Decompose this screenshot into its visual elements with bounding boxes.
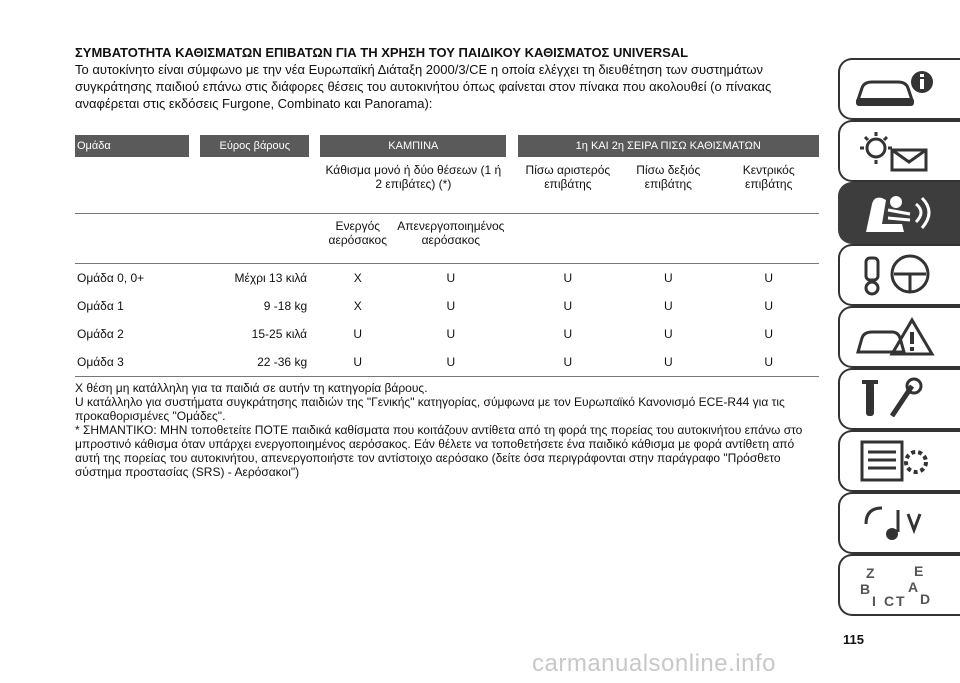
cell-inactive: U bbox=[395, 348, 506, 377]
table-subheader-seats bbox=[75, 157, 819, 214]
index-letter: I bbox=[872, 593, 876, 608]
table-row bbox=[75, 264, 819, 293]
row-weight: 9 -18 kg bbox=[263, 299, 308, 313]
cell-center: U bbox=[764, 299, 774, 313]
cell-rear-left: U bbox=[518, 348, 619, 377]
front-seat-label: Κάθισμα μονό ή δύο θέσεων (1 ή 2 επιβάτες) (*) bbox=[320, 157, 506, 214]
intro-paragraph: Το αυτοκίνητο είναι σύμφωνο με την νέα Ευρωπαϊκή Διάταξη 2000/3/CE η οποία ελέγχει τη διευθέτηση των συστημάτων συγκράτησης παιδιού επάνω στις διάφορες θέσεις του αυτοκινήτου όπως φαίνεται στον πίνακα που ακολουθεί (ο πίνακας αναφέρεται στις εκδόσεις Furgone, Combinato και Panorama): bbox=[75, 62, 772, 111]
cell-inactive: U bbox=[446, 299, 456, 313]
cell-inactive: U bbox=[446, 327, 456, 341]
cell-rear-right: U bbox=[663, 299, 673, 313]
cell-rear-right: U bbox=[663, 327, 673, 341]
tab-specs[interactable] bbox=[838, 430, 960, 492]
cell-active: X bbox=[353, 299, 362, 313]
row-group: Ομάδα 3 bbox=[75, 348, 189, 377]
table-notes bbox=[75, 381, 819, 479]
index-letter: C bbox=[884, 593, 895, 608]
tab-safety[interactable] bbox=[838, 182, 960, 244]
header-rear-rows: 1η ΚΑΙ 2η ΣΕΙΡΑ ΠΙΣΩ ΚΑΘΙΣΜΑΤΩΝ bbox=[518, 135, 819, 157]
tab-emergency[interactable] bbox=[838, 306, 960, 368]
cell-inactive: U bbox=[446, 271, 456, 285]
tab-maintenance[interactable] bbox=[838, 368, 960, 430]
cell-active: U bbox=[353, 327, 363, 341]
center-label: Κεντρικός επιβάτης bbox=[718, 157, 819, 214]
airbag-active-label: Ενεργός αερόσακος bbox=[320, 214, 395, 264]
index-letter: Z bbox=[866, 565, 875, 581]
cell-center: U bbox=[764, 271, 774, 285]
index-letters-icon bbox=[852, 562, 942, 608]
warning-lights-icon bbox=[852, 128, 942, 174]
table-header-row bbox=[75, 135, 819, 157]
page-title: ΣΥΜΒΑΤΟΤΗΤΑ ΚΑΘΙΣΜΑΤΩΝ ΕΠΙΒΑΤΩΝ ΓΙΑ ΤΗ ΧΡΗΣΗ ΤΟΥ ΠΑΙΔΙΚΟΥ ΚΑΘΙΣΜΑΤΟΣ UNIVERSAL bbox=[75, 45, 689, 60]
header-group: Ομάδα bbox=[75, 135, 189, 157]
cell-rear-right: U bbox=[618, 348, 718, 377]
multimedia-icon bbox=[852, 500, 942, 546]
cell-active: X bbox=[353, 271, 362, 285]
rear-right-label: Πίσω δεξιός επιβάτης bbox=[618, 157, 718, 214]
cell-rear-left: U bbox=[563, 327, 573, 341]
watermark: carmanualsonline.info bbox=[532, 650, 776, 677]
page-number: 115 bbox=[843, 632, 864, 647]
specs-list-icon bbox=[852, 438, 942, 484]
cell-center: U bbox=[718, 348, 819, 377]
tab-warning-lights[interactable] bbox=[838, 120, 960, 182]
tab-index[interactable] bbox=[838, 554, 960, 616]
tab-start-drive[interactable] bbox=[838, 244, 960, 306]
cell-center: U bbox=[764, 327, 774, 341]
cell-rear-left: U bbox=[563, 271, 573, 285]
index-letter: D bbox=[920, 591, 931, 607]
note-important: * ΣΗΜΑΝΤΙΚΟ: ΜΗΝ τοποθετείτε ΠΟΤΕ παιδικά καθίσματα που κοιτάζουν αντίθετα από τη φορά της πορείας του αυτοκινήτου επάνω στο μπροστινό κάθισμα όταν υπάρχει ενεργοποιημένος αερόσακος. Εάν θέλετε να τοποθετήσετε ένα παιδικό κάθισμα με φορά αντίθετη από αυτή της πορείας του αυτοκινήτου, απενεργοποιήστε τον αντίστοιχο αερόσακο (δείτε όσα περιγράφονται στην παράγραφο "Πρόσθετο σύστημα προστασίας (SRS) - Αερόσακοι") bbox=[75, 423, 803, 479]
main-content bbox=[75, 44, 819, 479]
index-letter: T bbox=[896, 593, 905, 608]
car-info-icon bbox=[852, 66, 942, 112]
row-group: Ομάδα 0, 0+ bbox=[77, 271, 145, 285]
note-u: U κατάλληλο για συστήματα συγκράτησης παιδιών της "Γενικής" κατηγορίας, σύμφωνα με τον Ευρωπαϊκό Κανονισμό ECE-R44 για τις προκαθορισμένες "Ομάδες". bbox=[75, 395, 785, 423]
row-group: Ομάδα 1 bbox=[77, 299, 124, 313]
index-letter: E bbox=[914, 563, 924, 579]
tab-multimedia[interactable] bbox=[838, 492, 960, 554]
table-row bbox=[75, 292, 819, 320]
row-group: Ομάδα 2 bbox=[77, 327, 124, 341]
key-steering-icon bbox=[852, 252, 942, 298]
index-letter: B bbox=[860, 581, 871, 597]
cell-rear-right: U bbox=[663, 271, 673, 285]
airbag-inactive-label: Απενεργοποιημένος αερόσακος bbox=[395, 214, 506, 264]
maintenance-tools-icon bbox=[852, 376, 942, 422]
header-cabin: ΚΑΜΠΙΝΑ bbox=[320, 135, 506, 157]
table-row bbox=[75, 348, 819, 377]
table-subheader-airbag bbox=[75, 214, 819, 264]
row-weight: Μέχρι 13 κιλά bbox=[234, 271, 308, 285]
note-x: X θέση μη κατάλληλη για τα παιδιά σε αυτήν τη κατηγορία βάρους. bbox=[75, 381, 428, 395]
cell-active: U bbox=[320, 348, 395, 377]
header-weight: Εύρος βάρους bbox=[200, 135, 309, 157]
index-letter: A bbox=[908, 579, 919, 595]
table-row bbox=[75, 320, 819, 348]
row-weight: 22 -36 kg bbox=[200, 348, 309, 377]
seat-airbag-icon bbox=[852, 190, 942, 236]
cell-rear-left: U bbox=[563, 299, 573, 313]
tab-car-info[interactable] bbox=[838, 58, 960, 120]
rear-left-label: Πίσω αριστερός επιβάτης bbox=[518, 157, 619, 214]
row-weight: 15-25 κιλά bbox=[251, 327, 308, 341]
car-breakdown-icon bbox=[852, 314, 942, 360]
compatibility-table bbox=[75, 135, 819, 377]
